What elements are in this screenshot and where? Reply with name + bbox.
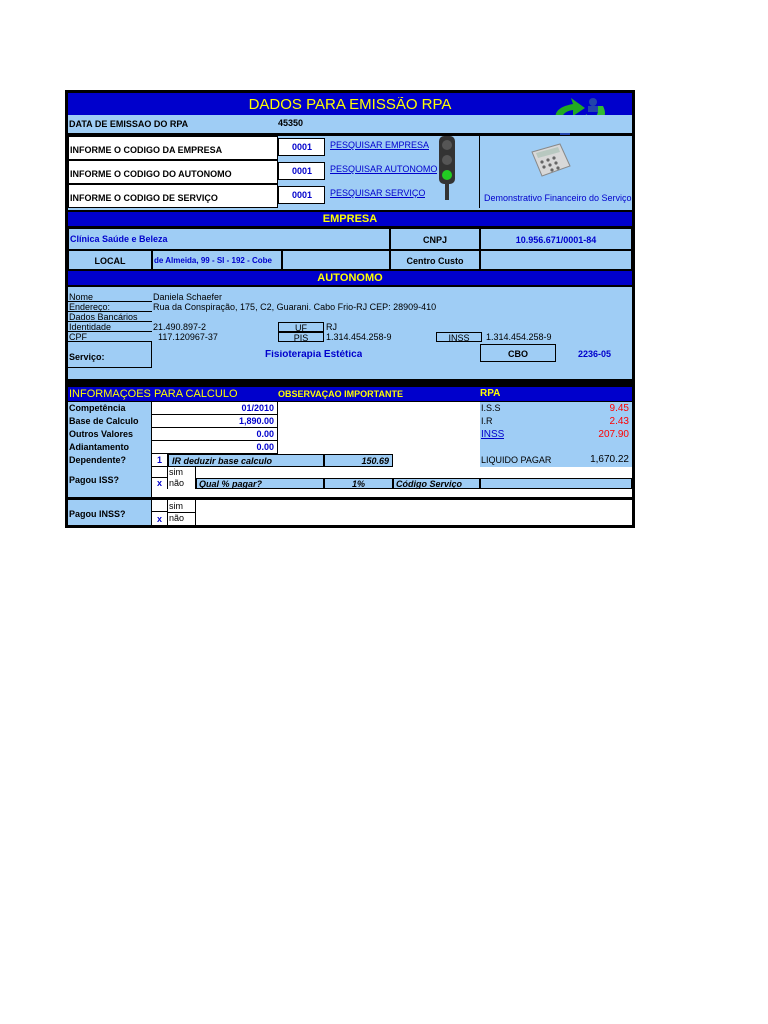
qual-pagar-cell: Qual % pagar? (196, 478, 324, 489)
inss-rpa-value: 207.90 (598, 430, 629, 440)
centro-custo-label-cell: Centro Custo (390, 250, 480, 270)
pagou-inss-label: Pagou INSS? (69, 510, 126, 519)
calculo-section-header (68, 387, 632, 401)
servico-label: INFORME O CÓDIGO DE SERVIÇO (70, 194, 218, 203)
inss-nao-label: não (169, 514, 185, 523)
base-label: Base de Calculo (69, 417, 139, 426)
autonomo-label-cell (68, 160, 278, 184)
empresa-data (68, 228, 632, 270)
cpf-value: 117.120967-37 (158, 333, 218, 342)
pesquisar-empresa-link[interactable]: PESQUISAR EMPRESA (330, 141, 430, 150)
cbo-value: 2236-05 (578, 350, 612, 359)
inss-sim-label: sim (169, 502, 183, 511)
cnpj-label-cell: CNPJ (390, 228, 480, 250)
pesquisar-servico-link[interactable]: PESQUISAR SERVIÇO (330, 189, 426, 198)
rpa-title: RPA (480, 389, 501, 399)
autonomo-section-header (68, 271, 632, 285)
observacao-title: OBSERVAÇÃO IMPORTANTE (278, 390, 404, 399)
ir-deduzir-cell: IR deduzir base calculo (168, 454, 324, 467)
cnpj-value-cell: 10.956.671/0001-84 (480, 228, 632, 250)
empresa-name-cell (68, 228, 390, 250)
ir-deduzir-value-cell: 150.69 (324, 454, 393, 467)
uf-value: RJ (326, 323, 337, 332)
calculo-title: INFORMAÇÕES PARA CALCULO (69, 389, 238, 400)
adiantamento-label: Adiantamento (69, 443, 130, 452)
iss-nao-checkbox[interactable]: x (152, 478, 168, 489)
uf-label: UF (295, 324, 307, 333)
nome-value: Daniela Schaefer (153, 293, 223, 302)
ir-value: 2.43 (609, 417, 629, 427)
base-input[interactable]: 1,890.00 (152, 415, 278, 428)
bancarios-label: Dados Bancários (69, 313, 138, 322)
inss-sim-checkbox[interactable] (152, 500, 168, 512)
qual-pagar-value[interactable]: 1% (324, 478, 393, 489)
outros-label: Outros Valores (69, 430, 134, 439)
rpa-summary (480, 402, 632, 467)
endereco-label: Endereço: (69, 303, 111, 312)
codigo-servico-input[interactable] (480, 478, 632, 489)
servico-field-value: Fisioterapia Estética (265, 350, 363, 360)
local-label-cell: LOCAL (68, 250, 152, 270)
autonomo-code-input[interactable]: 0001 (278, 162, 325, 180)
iss-value: 9.45 (609, 404, 629, 414)
iss-sim-label: sim (169, 468, 183, 477)
nome-label: Nome (69, 293, 94, 302)
centro-custo-value-cell (480, 250, 632, 270)
local-blank-cell (282, 250, 390, 270)
calculator-icon (528, 142, 572, 178)
liquido-value: 1,670.22 (590, 455, 629, 465)
autonomo-data (68, 287, 632, 379)
codigo-servico-cell: Código Serviço (393, 478, 480, 489)
inss-label: INSS (448, 334, 470, 343)
outros-input[interactable]: 0.00 (152, 428, 278, 441)
inss-value: 1.314.454.258-9 (486, 333, 552, 342)
rpa-sheet (65, 90, 635, 528)
pesquisar-autonomo-link[interactable]: PESQUISAR AUTONOMO (330, 165, 438, 174)
dependente-label: Dependente? (69, 456, 127, 465)
ir-label: I.R (481, 417, 493, 426)
empresa-label-cell (68, 136, 278, 160)
competencia-label: Competência (69, 404, 126, 413)
inss-rpa-link[interactable]: INSS (481, 430, 505, 440)
adiantamento-input[interactable]: 0.00 (152, 441, 278, 454)
data-emissao-label: DATA DE EMISSÃO DO RPA (69, 120, 189, 129)
empresa-section-title: EMPRESA (322, 214, 378, 225)
servico-field-label: Serviço: (69, 353, 105, 362)
cbo-label: CBO (508, 350, 528, 359)
code-input-area (68, 136, 632, 210)
data-emissao-value[interactable]: 45350 (278, 119, 304, 128)
empresa-code-input[interactable]: 0001 (278, 138, 325, 156)
calculo-body (68, 402, 632, 525)
empresa-label: INFORME O CÓDIGO DA EMPRESA (70, 146, 223, 155)
pis-label: PIS (293, 334, 309, 343)
pagou-iss-label: Pagou ISS? (69, 476, 120, 485)
local-value-cell: de Almeida, 99 - SI - 192 - Cobe (152, 250, 282, 270)
traffic-light-icon (436, 136, 458, 202)
page-title: DADOS PARA EMISSÃO RPA (248, 97, 452, 112)
competencia-input[interactable]: 01/2010 (152, 402, 278, 415)
cpf-label: CPF (69, 333, 87, 342)
iss-nao-label: não (169, 479, 185, 488)
identidade-label: Identidade (69, 323, 112, 332)
inss-nao-checkbox[interactable]: x (152, 512, 168, 525)
iss-label: I.S.S (481, 404, 501, 413)
identidade-value: 21.490.897-2 (153, 323, 207, 332)
empresa-name: Clínica Saúde e Beleza (70, 235, 168, 244)
servico-label-cell (68, 184, 278, 208)
demonstrativo-label[interactable]: Demonstrativo Financeiro do Serviço (484, 194, 632, 203)
autonomo-section-title: AUTÔNOMO (317, 273, 383, 284)
data-emissao-row (68, 115, 632, 133)
autonomo-label: INFORME O CÓDIGO DO AUTÔNOMO (70, 170, 232, 179)
servico-code-input[interactable]: 0001 (278, 186, 325, 204)
empresa-section-header (68, 212, 632, 226)
endereco-value: Rua da Conspiração, 175, C2, Guarani. Cabo Frio-RJ CEP: 28909-410 (153, 303, 437, 312)
demonstrativo-box[interactable] (479, 136, 632, 208)
iss-sim-checkbox[interactable] (152, 467, 168, 478)
liquido-label: LIQUIDO PAGAR (481, 456, 552, 465)
pis-value: 1.314.454.258-9 (326, 333, 392, 342)
dependente-input[interactable]: 1 (152, 454, 168, 467)
